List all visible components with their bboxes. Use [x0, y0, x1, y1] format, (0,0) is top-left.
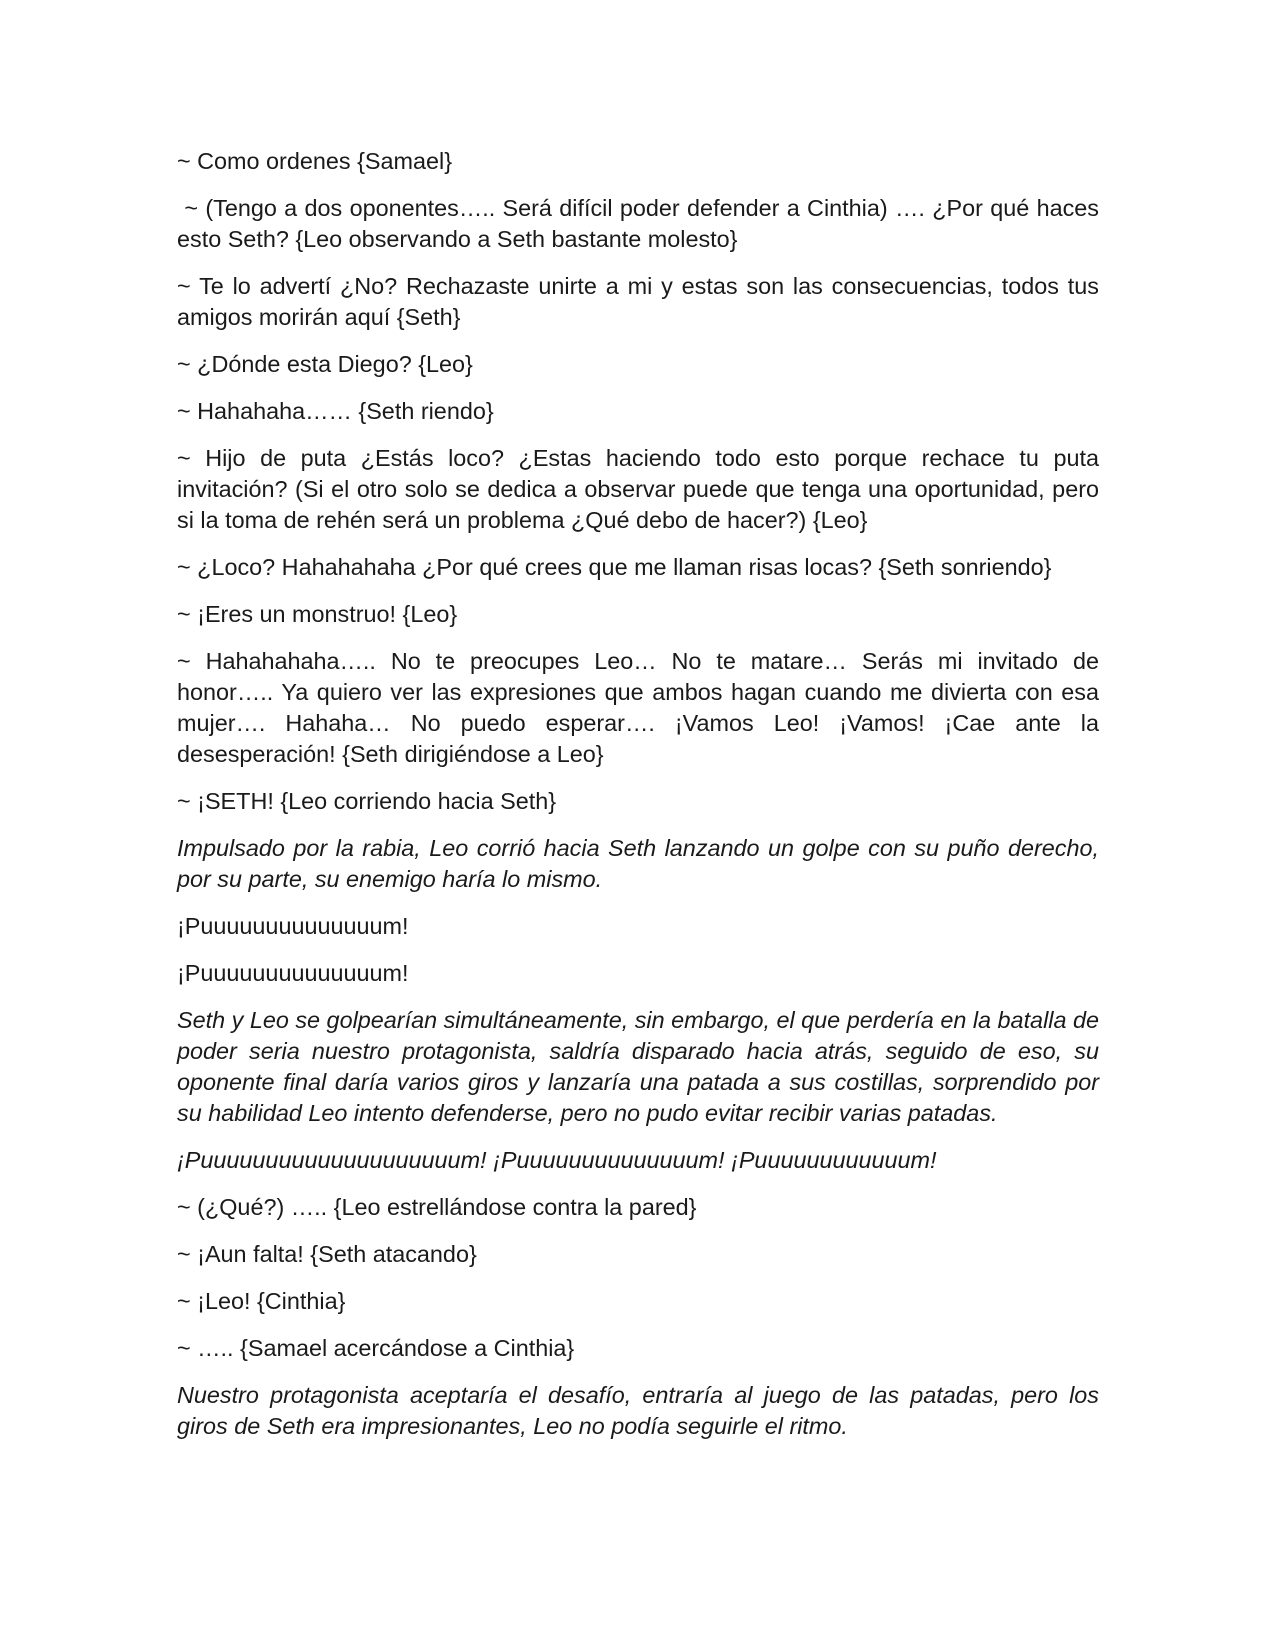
sound-effect: ¡Puuuuuuuuuuuuuum! — [177, 913, 409, 939]
dialogue-line: ~ ¡Leo! {Cinthia} — [177, 1288, 346, 1314]
dialogue-line: ~ ¡Eres un monstruo! {Leo} — [177, 601, 458, 627]
dialogue-line: ~ Hahahaha…… {Seth riendo} — [177, 398, 494, 424]
sound-effect-italic: ¡Puuuuuuuuuuuuuuuuuuuum! ¡Puuuuuuuuuuuuuum! ¡Puuuuuuuuuuuum! — [177, 1147, 937, 1173]
dialogue-line: ~ Hahahahaha….. No te preocupes Leo… No te matare… Serás mi invitado de honor….. Ya quiero ver las expresiones que ambos hagan cuando me divierta con esa mujer…. Hahaha… No puedo esperar…. ¡Vamos Leo! ¡Vamos! ¡Cae ante la desesperación! {Seth dirigiéndose a Leo} — [177, 648, 1099, 767]
narration-paragraph: Nuestro protagonista aceptaría el desafío, entraría al juego de las patadas, pero los giros de Seth era impresionantes, Leo no podía seguirle el ritmo. — [177, 1382, 1099, 1439]
dialogue-line: ~ Como ordenes {Samael} — [177, 148, 453, 174]
narration-paragraph: Impulsado por la rabia, Leo corrió hacia Seth lanzando un golpe con su puño derecho, por su parte, su enemigo haría lo mismo. — [177, 835, 1099, 892]
sound-effect: ¡Puuuuuuuuuuuuuum! — [177, 960, 409, 986]
dialogue-line: ~ Hijo de puta ¿Estás loco? ¿Estas haciendo todo esto porque rechace tu puta invitación? (Si el otro solo se dedica a observar puede que tenga una oportunidad, pero si la toma de rehén será un problema ¿Qué debo de hacer?) {Leo} — [177, 445, 1099, 533]
dialogue-line: ~ ….. {Samael acercándose a Cinthia} — [177, 1335, 575, 1361]
dialogue-line: ~ ¿Dónde esta Diego? {Leo} — [177, 351, 473, 377]
dialogue-line: ~ ¡Aun falta! {Seth atacando} — [177, 1241, 477, 1267]
narration-paragraph: Seth y Leo se golpearían simultáneamente, sin embargo, el que perdería en la batalla de poder seria nuestro protagonista, saldría disparado hacia atrás, seguido de eso, su oponente final daría varios giros y lanzaría una patada a sus costillas, sorprendido por su habilidad Leo intento defenderse, pero no pudo evitar recibir varias patadas. — [177, 1007, 1099, 1126]
dialogue-line: ~ (Tengo a dos oponentes….. Será difícil poder defender a Cinthia) …. ¿Por qué haces esto Seth? {Leo observando a Seth bastante molesto} — [177, 195, 1106, 252]
dialogue-line: ~ ¿Loco? Hahahahaha ¿Por qué crees que me llaman risas locas? {Seth sonriendo} — [177, 554, 1052, 580]
dialogue-line: ~ (¿Qué?) ….. {Leo estrellándose contra la pared} — [177, 1194, 697, 1220]
dialogue-line: ~ Te lo advertí ¿No? Rechazaste unirte a mi y estas son las consecuencias, todos tus amigos morirán aquí {Seth} — [177, 273, 1099, 330]
dialogue-line: ~ ¡SETH! {Leo corriendo hacia Seth} — [177, 788, 557, 814]
document-page — [177, 146, 1106, 1458]
